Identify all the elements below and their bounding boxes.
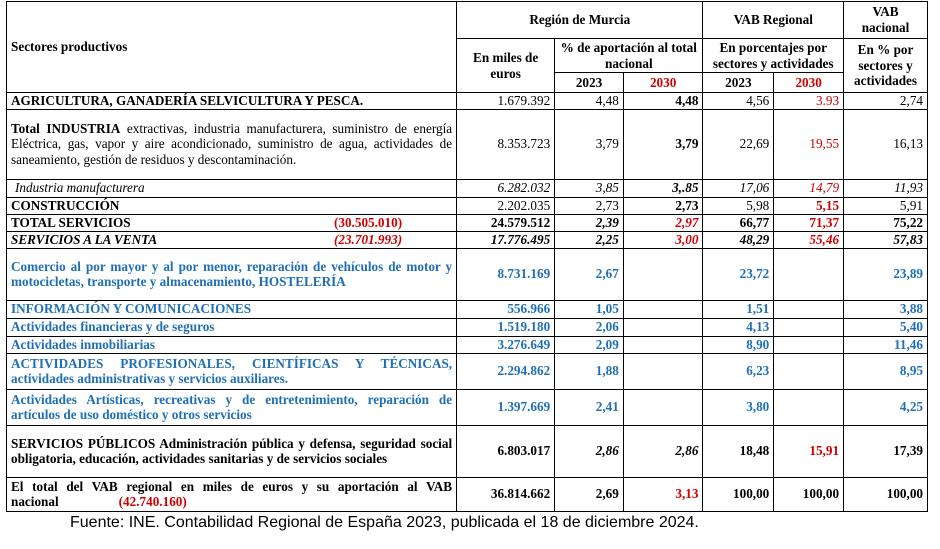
row-label: AGRICULTURA, GANADERÍA SELVICULTURA Y PESCA. (7, 93, 457, 110)
cell-vn: 16,13 (844, 109, 928, 179)
header-aportacion: % de aportación al total nacional (555, 39, 703, 73)
cell-ap30 (623, 300, 703, 318)
cell-ap30: 2,86 (623, 425, 703, 477)
cell-vn: 75,22 (844, 214, 928, 231)
header-region: Región de Murcia (457, 2, 703, 39)
vab-table (6, 1, 928, 512)
cell-ap30 (623, 248, 703, 300)
header-porcentajes: En porcentajes por sectores y actividades (703, 39, 844, 73)
cell-vr23: 8,90 (703, 336, 774, 353)
cell-vr30: 71,37 (774, 214, 844, 231)
cell-vr30 (774, 248, 844, 300)
header-miles-euros: En miles de euros (457, 39, 555, 93)
cell-ap30: 3,79 (623, 109, 703, 179)
cell-ap23: 1,05 (555, 300, 624, 318)
row-label: CONSTRUCCIÓN (7, 197, 457, 214)
header-vab-regional: VAB Regional (703, 2, 844, 39)
cell-miles: 24.579.512 (457, 214, 555, 231)
cell-vn: 5,91 (844, 197, 928, 214)
table-row (7, 389, 928, 425)
row-label-text: SERVICIOS A LA VENTA (11, 231, 158, 247)
cell-ap23: 2,41 (555, 389, 624, 425)
cell-vr23: 3,80 (703, 389, 774, 425)
cell-vr23: 22,69 (703, 109, 774, 179)
cell-ap23: 2,69 (555, 477, 624, 511)
cell-miles: 1.519.180 (457, 318, 555, 336)
row-label: Comercio al por mayor y al por menor, reparación de vehículos de motor y motocicletas, transporte y almacenamiento, HOSTELERÍA (7, 248, 457, 300)
cell-ap30 (623, 336, 703, 353)
header-pct-nacional: En % por sectores y actividades (844, 39, 928, 93)
table-row (7, 477, 928, 511)
cell-vn: 2,74 (844, 93, 928, 110)
cell-vr30: 3.93 (774, 93, 844, 110)
cell-vn: 5,40 (844, 318, 928, 336)
cell-vn: 23,89 (844, 248, 928, 300)
cell-vn: 57,83 (844, 231, 928, 248)
row-extra-amount: (42.740.160) (118, 494, 187, 510)
cell-vr23: 66,77 (703, 214, 774, 231)
table-row (7, 179, 928, 197)
table-row (7, 214, 928, 231)
cell-vr23: 18,48 (703, 425, 774, 477)
table-row (7, 318, 928, 336)
cell-ap30 (623, 318, 703, 336)
cell-vn: 4,25 (844, 389, 928, 425)
cell-miles: 8.731.169 (457, 248, 555, 300)
cell-vn: 11,46 (844, 336, 928, 353)
header-year-2023: 2023 (555, 73, 624, 93)
cell-vr23: 5,98 (703, 197, 774, 214)
cell-vn: 17,39 (844, 425, 928, 477)
cell-miles: 3.276.649 (457, 336, 555, 353)
cell-vr30 (774, 336, 844, 353)
row-label: Actividades Artísticas, recreativas y de entretenimiento, reparación de artículos de uso doméstico y otros servicios (7, 389, 457, 425)
cell-ap30: 3,00 (623, 231, 703, 248)
row-label-text: TOTAL SERVICIOS (11, 214, 131, 230)
cell-miles: 2.294.862 (457, 353, 555, 389)
cell-vr30: 14,79 (774, 179, 844, 197)
cell-vr30 (774, 389, 844, 425)
cell-ap23: 2,73 (555, 197, 624, 214)
cell-ap23: 1,88 (555, 353, 624, 389)
table-row (7, 93, 928, 110)
table-row (7, 248, 928, 300)
row-label-bold: Total INDUSTRIA (11, 120, 121, 136)
row-label (7, 214, 457, 231)
cell-vr30 (774, 318, 844, 336)
row-label (7, 425, 457, 477)
header-vab-nacional: VAB nacional (844, 2, 928, 39)
cell-ap30: 2,73 (623, 197, 703, 214)
header-year-2030: 2030 (774, 73, 844, 93)
cell-ap30 (623, 353, 703, 389)
cell-vn: 100,00 (844, 477, 928, 511)
cell-miles: 8.353.723 (457, 109, 555, 179)
table-row (7, 197, 928, 214)
row-label (7, 231, 457, 248)
cell-ap23: 4,48 (555, 93, 624, 110)
row-label-text: El total del VAB regional en miles de euros y su aportación al VAB nacional (11, 478, 453, 510)
cell-vn: 11,93 (844, 179, 928, 197)
cell-miles: 6.282.032 (457, 179, 555, 197)
cell-ap23: 2,67 (555, 248, 624, 300)
row-label (7, 477, 457, 511)
cell-vr30: 55,46 (774, 231, 844, 248)
row-extra-amount: (23.701.993) (333, 231, 403, 247)
cell-ap30 (623, 389, 703, 425)
cell-vr30 (774, 300, 844, 318)
cell-ap23: 2,86 (555, 425, 624, 477)
table-row (7, 425, 928, 477)
cell-vr30 (774, 353, 844, 389)
header-year-2030: 2030 (623, 73, 703, 93)
row-label-rest: Administración pública y defensa, seguridad social obligatoria, educación, actividades sanitarias y de servicios sociales (11, 435, 453, 467)
cell-ap30: 3,.85 (623, 179, 703, 197)
cell-ap30: 3,13 (623, 477, 703, 511)
cell-vr23: 100,00 (703, 477, 774, 511)
row-label: Industria manufacturera (7, 179, 457, 197)
cell-vr23: 17,06 (703, 179, 774, 197)
row-extra-amount: (30.505.010) (333, 214, 403, 230)
cell-vr23: 4,13 (703, 318, 774, 336)
row-label: Actividades inmobiliarias (7, 336, 457, 353)
cell-vn: 8,95 (844, 353, 928, 389)
table-row (7, 300, 928, 318)
cell-vr23: 6,23 (703, 353, 774, 389)
cell-miles: 17.776.495 (457, 231, 555, 248)
source-note: Fuente: INE. Contabilidad Regional de España 2023, publicada el 18 de diciembre 2024. (70, 514, 699, 531)
table-row (7, 336, 928, 353)
row-label: INFORMACIÓN Y COMUNICACIONES (7, 300, 457, 318)
row-label-bold: SERVICIOS PÚBLICOS (11, 435, 156, 451)
cell-miles: 1.397.669 (457, 389, 555, 425)
header-year-2023: 2023 (703, 73, 774, 93)
cell-ap30: 2,97 (623, 214, 703, 231)
cell-miles: 2.202.035 (457, 197, 555, 214)
cell-miles: 6.803.017 (457, 425, 555, 477)
cell-vr23: 4,56 (703, 93, 774, 110)
cell-vr30: 19,55 (774, 109, 844, 179)
table-row (7, 231, 928, 248)
cell-ap23: 3,79 (555, 109, 624, 179)
cell-vn: 3,88 (844, 300, 928, 318)
cell-vr30: 5,15 (774, 197, 844, 214)
cell-ap23: 2,09 (555, 336, 624, 353)
cell-vr23: 1,51 (703, 300, 774, 318)
cell-vr23: 48,29 (703, 231, 774, 248)
cell-vr30: 15,91 (774, 425, 844, 477)
cell-ap23: 2,25 (555, 231, 624, 248)
table-row (7, 109, 928, 179)
cell-miles: 1.679.392 (457, 93, 555, 110)
row-label-rest: extractivas, industria manufacturera, suministro de energía Eléctrica, gas, vapor y aire acondicionado, suministro de agua, actividades de saneamiento, gestión de residuos y descontaminación. (11, 120, 453, 167)
table-row (7, 353, 928, 389)
cell-ap30: 4,48 (623, 93, 703, 110)
cell-ap23: 2,06 (555, 318, 624, 336)
row-label: Actividades financieras y de seguros (7, 318, 457, 336)
cell-ap23: 3,85 (555, 179, 624, 197)
cell-ap23: 2,39 (555, 214, 624, 231)
header-sectores: Sectores productivos (7, 2, 457, 93)
row-label: ACTIVIDADES PROFESIONALES, CIENTÍFICAS Y TÉCNICAS, actividades administrativas y servicios auxiliares. (7, 353, 457, 389)
cell-miles: 36.814.662 (457, 477, 555, 511)
cell-miles: 556.966 (457, 300, 555, 318)
cell-vr30: 100,00 (774, 477, 844, 511)
row-label (7, 109, 457, 179)
cell-vr23: 23,72 (703, 248, 774, 300)
